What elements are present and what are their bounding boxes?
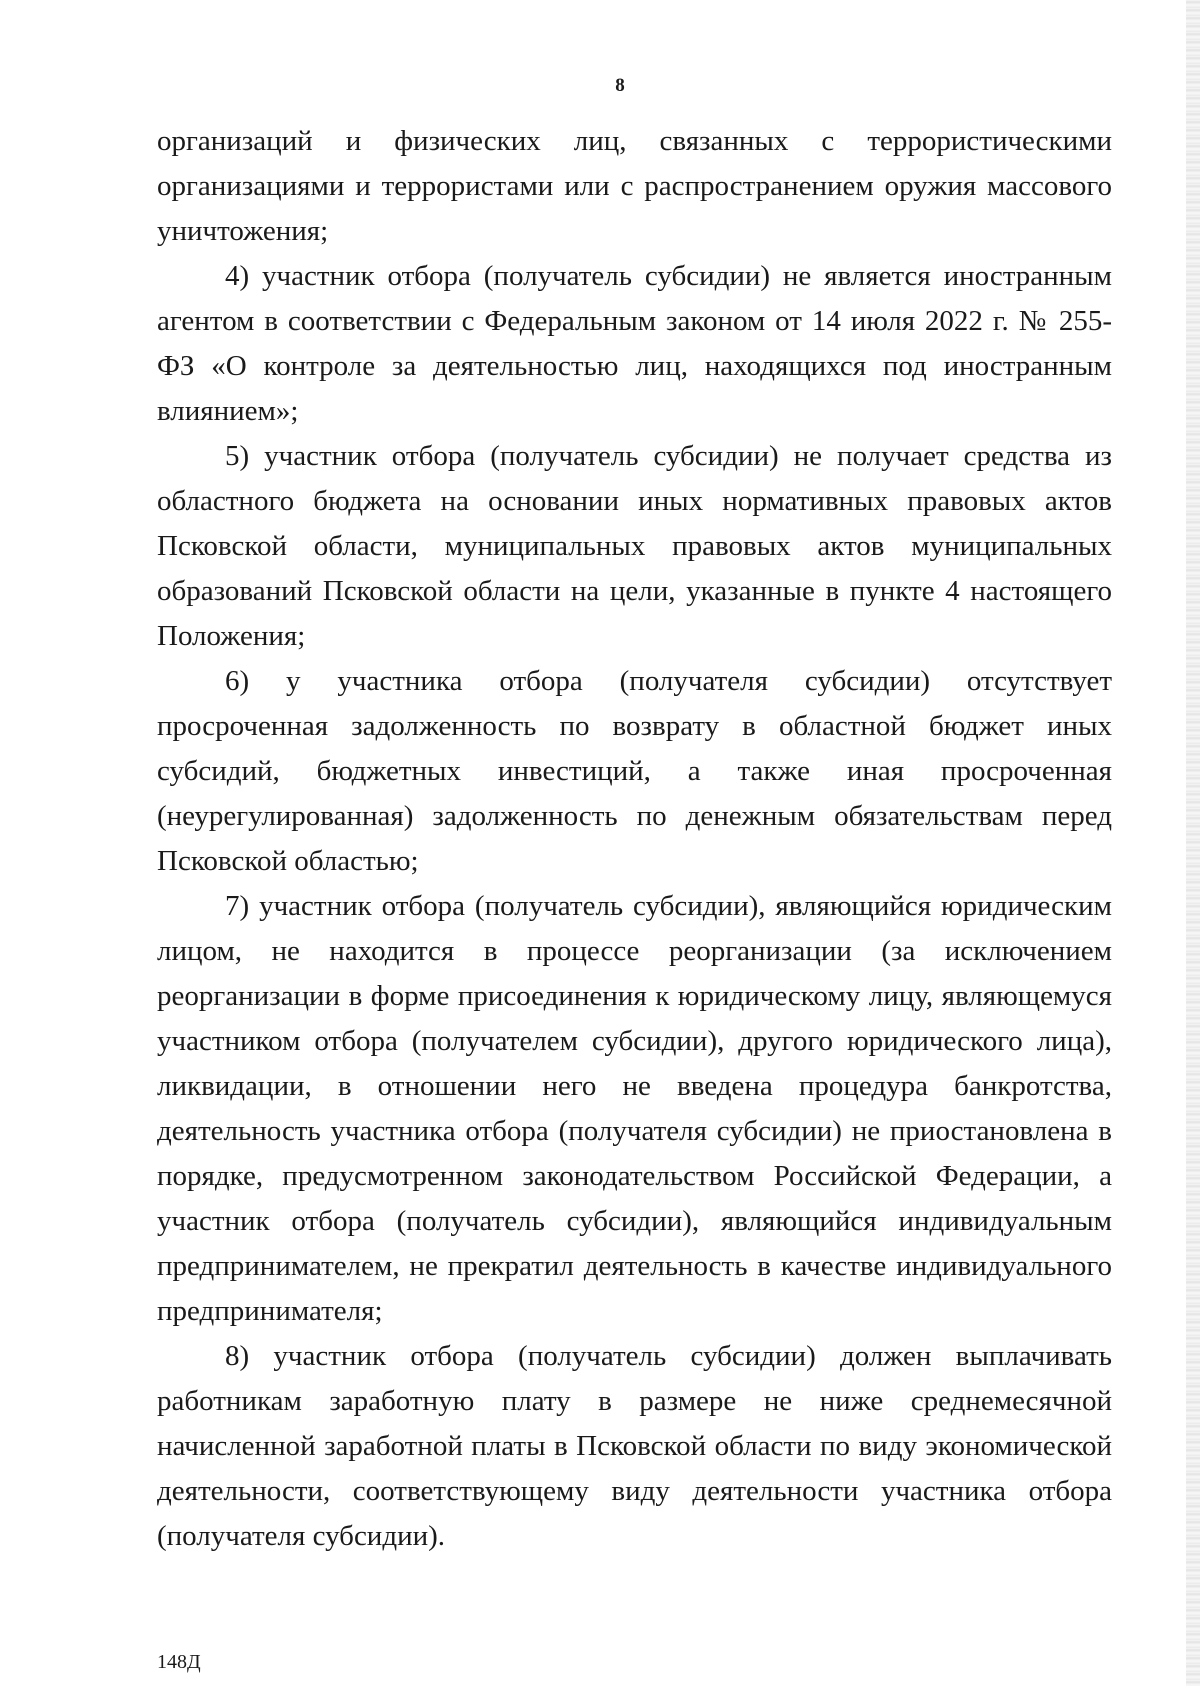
paragraph-item-5: 5) участник отбора (получатель субсидии) не получает средства из областного бюджета на основании иных нормативных правовых актов Псковской области, муниципальных правовых актов муниципальных образований Псковской области на цели, указанные в пункте 4 настоящего Положения; bbox=[157, 440, 1112, 652]
document-code: 148Д bbox=[157, 1651, 201, 1673]
document-body bbox=[157, 119, 1112, 1559]
paragraph-item-6: 6) у участника отбора (получателя субсидии) отсутствует просроченная задолженность по возврату в областной бюджет иных субсидий, бюджетных инвестиций, а также иная просроченная (неурегулированная) задолженность по денежным обязательствам перед Псковской областью; bbox=[157, 665, 1112, 877]
paragraph-item-4: 4) участник отбора (получатель субсидии) не является иностранным агентом в соответствии с Федеральным законом от 14 июля 2022 г. № 255-ФЗ «О контроле за деятельностью лиц, находящихся под иностранным влиянием»; bbox=[157, 260, 1112, 427]
page-number: 8 bbox=[615, 75, 625, 96]
paragraph-item-8: 8) участник отбора (получатель субсидии) должен выплачивать работникам заработную плату в размере не ниже среднемесячной начисленной заработной платы в Псковской области по виду экономической деятельности, соответствующему виду деятельности участника отбора (получателя субсидии). bbox=[157, 1340, 1112, 1552]
paragraph-item-7: 7) участник отбора (получатель субсидии), являющийся юридическим лицом, не находится в процессе реорганизации (за исключением реорганизации в форме присоединения к юридическому лицу, являющемуся участником отбора (получателем субсидии), другого юридического лица), ликвидации, в отношении него не введена процедура банкротства, деятельность участника отбора (получателя субсидии) не приостановлена в порядке, предусмотренном законодательством Российской Федерации, а участник отбора (получатель субсидии), являющийся индивидуальным предпринимателем, не прекратил деятельность в качестве индивидуального предпринимателя; bbox=[157, 890, 1112, 1327]
paragraph-continuation: организаций и физических лиц, связанных с террористическими организациями и террористами или с распространением оружия массового уничтожения; bbox=[157, 125, 1112, 247]
scan-edge-artifact bbox=[1186, 0, 1200, 1686]
